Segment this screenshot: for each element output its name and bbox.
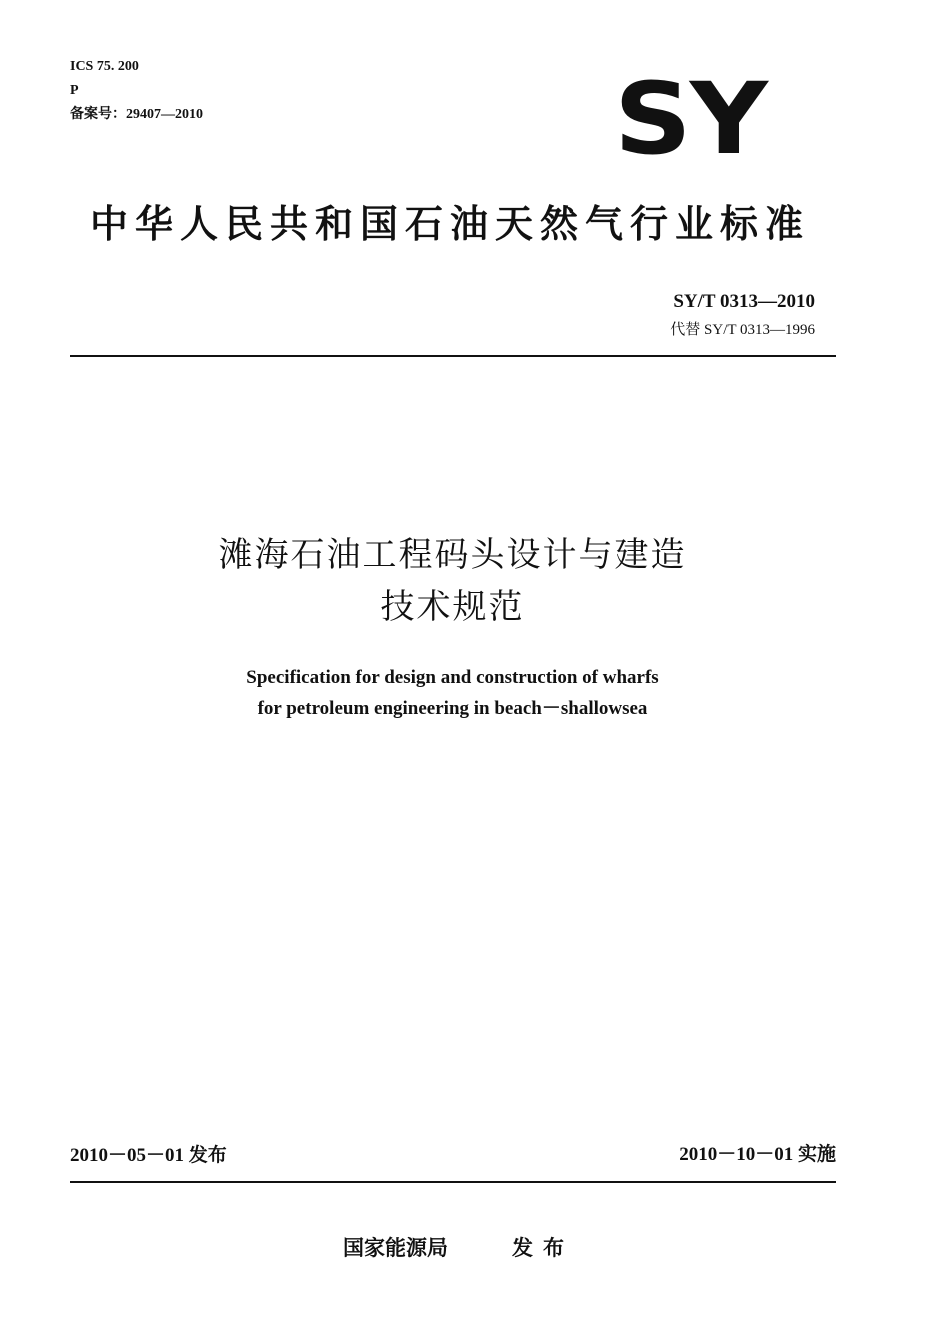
replaces-standard: 代替 SY/T 0313—1996 (670, 322, 815, 338)
ics-code: ICS 75. 200 (70, 59, 139, 74)
publisher-name: 国家能源局 (343, 1236, 448, 1260)
english-title-line-1: Specification for design and construction of wharfs (246, 667, 659, 688)
issue-date: 2010－05－01 发布 (70, 1145, 227, 1166)
implementation-date: 2010－10－01 实施 (679, 1144, 836, 1165)
chinese-title-line-1: 滩海石油工程码头设计与建造 (218, 535, 687, 575)
bottom-divider (70, 1181, 836, 1183)
standard-code: SY/T 0313—2010 (673, 291, 815, 312)
chinese-title-line-2: 技术规范 (380, 587, 525, 627)
publish-label: 发布 (512, 1236, 574, 1260)
classification-code: P (70, 83, 79, 98)
standard-category-title: 中华人民共和国石油天然气行业标准 (89, 202, 810, 246)
top-divider (70, 355, 836, 357)
registration-number: 备案号：29407—2010 (70, 107, 203, 122)
english-title-line-2: for petroleum engineering in beach－shallowsea (257, 698, 648, 719)
sy-logo: SY (614, 61, 766, 177)
